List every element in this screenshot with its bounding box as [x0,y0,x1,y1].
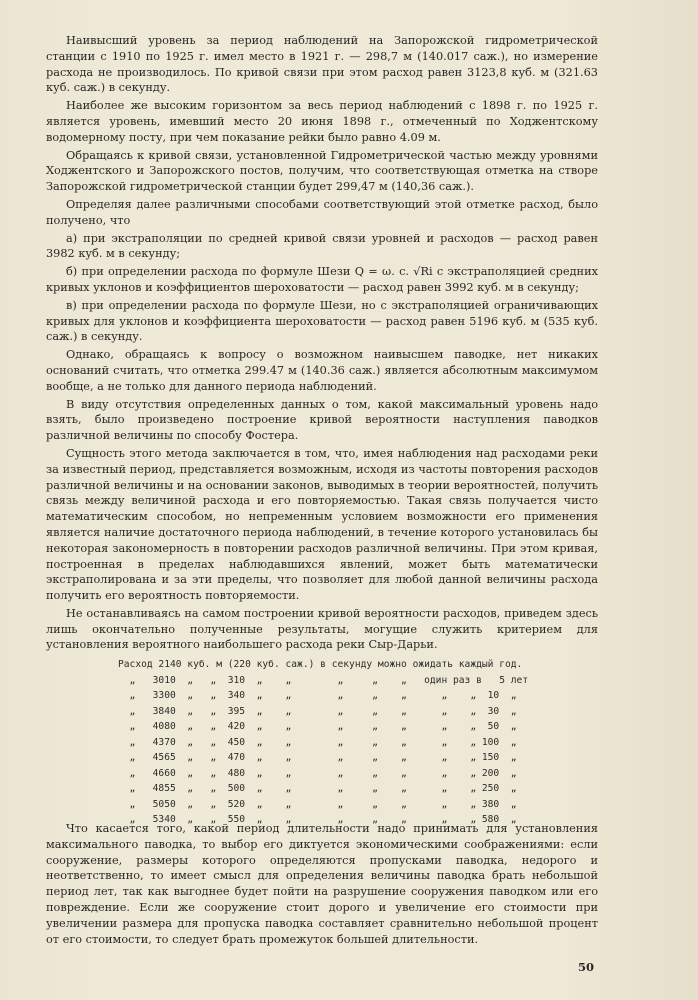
closing-text [46,821,598,947]
paragraph-4: Определяя далее различными способами соответствующий этой отметке расход, было получено, что [46,197,598,227]
paragraph-11: Не останавливаясь на самом построении кривой вероятности расходов, приведем здесь лишь окончательно полученные результаты, могущие служить критерием для установления вероятного наибольшего расхода реки Сыр-Дарьи. [46,606,598,652]
table-row: „ 4370 „ „ 450 „ „ „ „ „ „ „ 100 „ [118,736,517,748]
body-text [46,33,598,655]
table-row: „ 4660 „ „ 480 „ „ „ „ „ „ „ 200 „ [118,767,517,779]
table-row: „ 3300 „ „ 340 „ „ „ „ „ „ „ 10 „ [118,690,517,701]
table-row: Расход 2140 куб. м (220 куб. саж.) в секунду можно ожидать каждый год. [118,659,523,670]
paragraph-6: б) при определении расхода по формуле Шези Q = ω. c. √Ri с экстраполяцией средних кривых уклонов и коэффициентов шероховатости — расход равен 3992 куб. м в секунду; [46,265,598,294]
table-row: „ 4855 „ „ 500 „ „ „ „ „ „ „ 250 „ [118,783,517,794]
paragraph-3: Обращаясь к кривой связи, установленной Гидрометрической частью между уровнями Ходжентского и Запорожского постов, получим, что соответствующая отметка на створе Запорожской гидрометрической станции будет 299,47 м (140,36 саж.). [46,148,598,194]
discharge-frequency-table [118,657,528,828]
table-row: „ 5340 „ „ 550 „ „ „ „ „ „ „ 580 „ [118,814,517,825]
paragraph-8: Однако, обращаясь к вопросу о возможном наивысшем паводке, нет никаких оснований считать, что отметка 299.47 м (140.36 саж.) является абсолютным максимумом вообще, а не только для данного периода наблюдений. [46,348,598,393]
paragraph-2: Наиболее же высоким горизонтом за весь период наблюдений с 1898 г. по 1925 г. является уровень, имевший место 20 июня 1898 г., отмеченный по Ходжентскому водомерному посту, при чем показание рейки было равно 4.09 м. [46,99,598,144]
table-row: „ 3840 „ „ 395 „ „ „ „ „ „ „ 30 „ [118,705,517,717]
paragraph-5: а) при экстраполяции по средней кривой связи уровней и расходов — расход равен 3982 куб. м в секунду; [46,231,598,261]
paragraph-7: в) при определении расхода по формуле Шези, но с экстраполяцией ограничивающих кривых для уклонов и коэффициента шероховатости — расход равен 5196 куб. м (535 куб. саж.) в секунду. [46,298,598,344]
paragraph-10: Сущность этого метода заключается в том, что, имея наблюдения над расходами реки за известный период, представляется возможным, исходя из частоты повторения расходов различной величины и на основании законов, выводимых в теории вероятностей, получить связь между величиной расхода и его повторяемостью. Такая связь получается чисто математическим способом, но непременным условием возможности его применения является наличие достаточного периода наблюдений, в течение которого установилась бы некоторая закономерность в повторении расходов различной величины. При этом кривая, построенная в пределах наблюдавшихся явлений, может быть математически экстраполирована и за эти пределы, что позволяет для любой данной величины расхода получить его вероятность повторяемости. [46,446,598,603]
closing-paragraph: Что касается того, какой период длительности надо принимать для установления максимального паводка, то выбор его диктуется экономическими соображениями: если сооружение, размеры которого определяются пропусками паводка, недорого и неответственно, то имеет смысл для определения величины паводка брать небольшой период лет, так как выгоднее будет пойти на разрушение сооружения паводком или его повреждение. Если же сооружение стоит дорого и увеличение его стоимости при увеличении размера для пропуска паводка составляет сравнительно небольшой процент от его стоимости, то следует брать промежуток большей длительности. [46,822,598,946]
table-row: „ 4080 „ „ 420 „ „ „ „ „ „ „ 50 „ [118,721,517,732]
paragraph-1: Наивысший уровень за период наблюдений на Запорожской гидрометрической станции с 1910 по 1925 г. имел место в 1921 г. — 298,7 м (140.017 саж.), но измерение расхода не производилось. По кривой связи при этом расход равен 3123,8 куб. м (321.63 куб. саж.) в секунду. [46,34,598,95]
page-number: 50 [578,960,595,974]
table-row: „ 5050 „ „ 520 „ „ „ „ „ „ „ 380 „ [118,798,517,810]
table-row: „ 4565 „ „ 470 „ „ „ „ „ „ „ 150 „ [118,752,517,763]
table-row: „ 3010 „ „ 310 „ „ „ „ „ один раз в 5 лет [118,674,529,686]
paragraph-9: В виду отсутствия определенных данных о том, какой максимальный уровень надо взять, было произведено построение кривой вероятности наступления паводков различной величины по способу Фостера. [46,397,598,443]
